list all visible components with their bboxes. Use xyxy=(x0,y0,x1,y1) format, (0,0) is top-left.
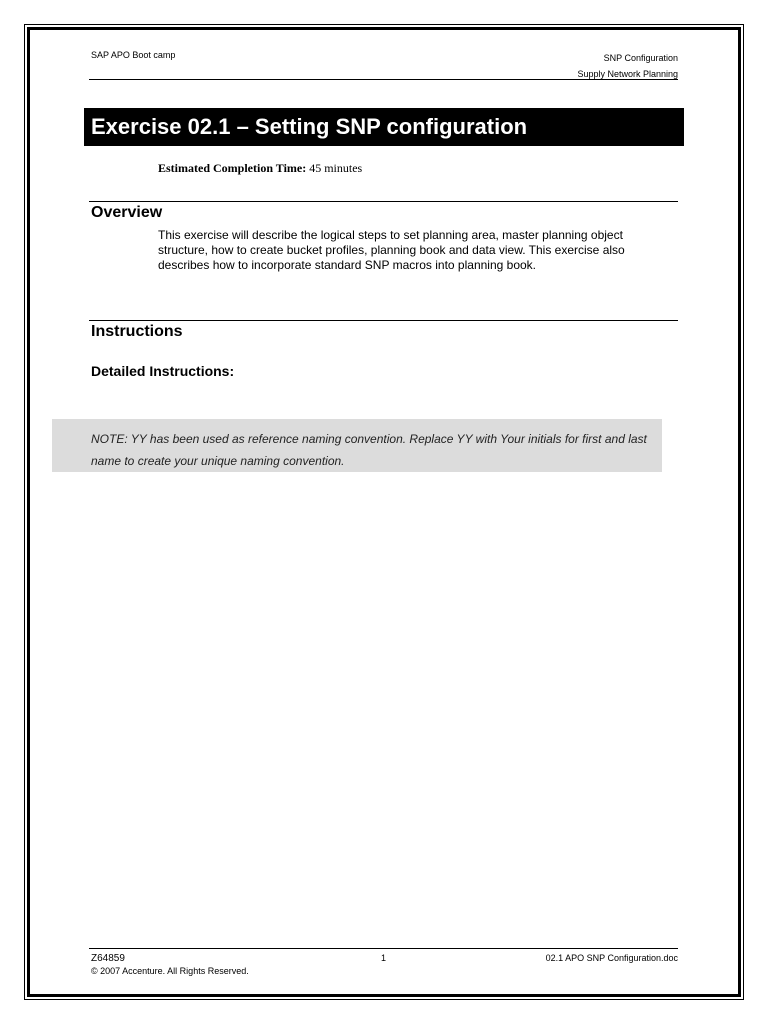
title-bar xyxy=(84,108,684,146)
overview-heading: Overview xyxy=(91,204,163,221)
footer-filename: 02.1 APO SNP Configuration.doc xyxy=(545,953,678,963)
note-text: NOTE: YY has been used as reference naming convention. Replace YY with Your initials for first and last name to create your unique naming convention. xyxy=(91,432,647,468)
footer-doc-id: Z64859 xyxy=(91,953,125,964)
estimated-completion-time xyxy=(158,161,362,176)
page-title: Exercise 02.1 – Setting SNP configuration xyxy=(91,114,528,139)
header-divider xyxy=(89,79,678,80)
footer-page-number: 1 xyxy=(381,953,387,963)
instructions-heading: Instructions xyxy=(91,323,183,340)
instructions-divider xyxy=(89,320,678,321)
detailed-instructions-heading: Detailed Instructions: xyxy=(91,363,235,379)
header-module: Supply Network Planning xyxy=(577,69,678,79)
header-topic: SNP Configuration xyxy=(603,53,678,63)
overview-divider xyxy=(89,201,678,202)
footer-divider xyxy=(89,948,678,949)
overview-text: This exercise will describe the logical steps to set planning area, master planning object structure, how to create bucket profiles, planning book and data view. This exercise also describes how to incorporate standard SNP macros into planning book. xyxy=(158,228,625,272)
footer-left xyxy=(91,952,249,978)
estimated-time-label: Estimated Completion Time: xyxy=(158,161,307,175)
estimated-time-value: 45 minutes xyxy=(309,161,363,175)
note-box xyxy=(52,419,662,472)
header-right xyxy=(577,50,678,82)
page-border-inner xyxy=(27,27,741,997)
header-course-name: SAP APO Boot camp xyxy=(91,50,176,60)
footer-copyright: © 2007 Accenture. All Rights Reserved. xyxy=(91,966,249,976)
